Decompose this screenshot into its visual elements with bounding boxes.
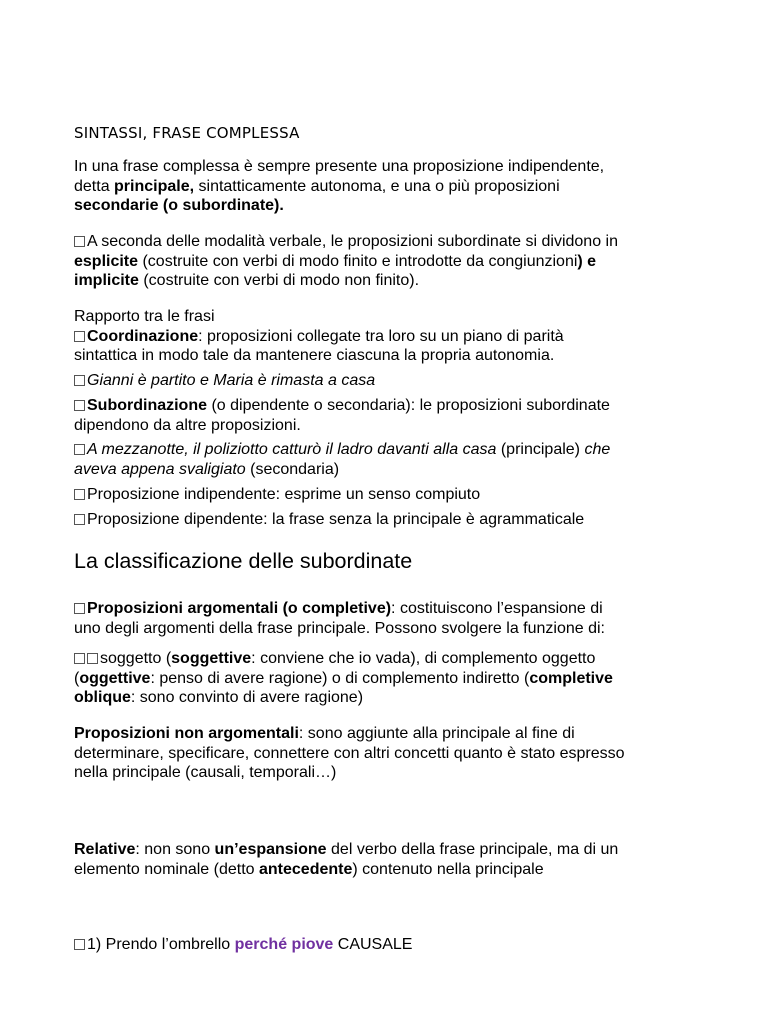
bullet-box-icon [74,331,85,342]
funzioni-paragraph: soggetto (soggettive: conviene che io vada), di complemento oggetto (oggettive: penso di avere ragione) o di complemento indiretto (completive oblique: sono convinto di avere ragione) [74,650,613,706]
section-heading: La classificazione delle subordinate [74,549,413,573]
bullet-box-icon [87,653,98,664]
bullet-box-icon [74,939,85,950]
subordinazione-paragraph: Subordinazione (o dipendente o secondaria): le proposizioni subordinate dipendono da altre proposizioni. [74,397,610,434]
coord-example: Gianni è partito e Maria è rimasta a casa [74,371,714,391]
example-line: 1) Prendo l’ombrello perché piove CAUSALE [74,935,714,955]
highlighted-phrase: perché piove [234,936,334,953]
bullet-box-icon [74,400,85,411]
bullet-box-icon [74,603,85,614]
subordinazione-example: A mezzanotte, il poliziotto catturò il ladro davanti alla casa (principale) che aveva appena svaligiato (secondaria) [74,441,611,478]
bullet-box-icon [74,489,85,500]
dipendente-line: Proposizione dipendente: la frase senza la principale è agrammaticale [74,510,714,530]
bullet-box-icon [74,514,85,525]
non-argomentali-paragraph: Proposizioni non argomentali: sono aggiunte alla principale al fine di determinare, specificare, connettere con altri concetti quanto è stato espresso nella principale (causali, temporali…) [74,725,625,781]
bullet-box-icon [74,444,85,455]
modal-paragraph: A seconda delle modalità verbale, le proposizioni subordinate si dividono in esplicite (costruite con verbi di modo finito e introdotte da congiunzioni) e implicite (costruite con verbi di modo non finito). [74,233,618,289]
argomentali-paragraph: Proposizioni argomentali (o completive): costituiscono l’espansione di uno degli argomenti della frase principale. Possono svolgere la funzione di: [74,600,605,637]
relative-paragraph: Relative: non sono un’espansione del verbo della frase principale, ma di un elemento nominale (detto antecedente) contenuto nella principale [74,841,619,878]
bullet-box-icon [74,375,85,386]
bullet-box-icon [74,236,85,247]
rapporto-section: Rapporto tra le frasi Coordinazione: proposizioni collegate tra loro su un piano di parità sintattica in modo tale da mantenere ciascuna la propria autonomia. [74,307,714,366]
document-title: SINTASSI, FRASE COMPLESSA [74,124,300,142]
intro-paragraph: In una frase complessa è sempre presente una proposizione indipendente, detta principale, sintatticamente autonoma, e una o più proposizioni secondarie (o subordinate). [74,158,605,214]
indipendente-line: Proposizione indipendente: esprime un senso compiuto [74,485,714,505]
rapporto-heading: Rapporto tra le frasi [74,308,215,325]
bullet-box-icon [74,653,85,664]
